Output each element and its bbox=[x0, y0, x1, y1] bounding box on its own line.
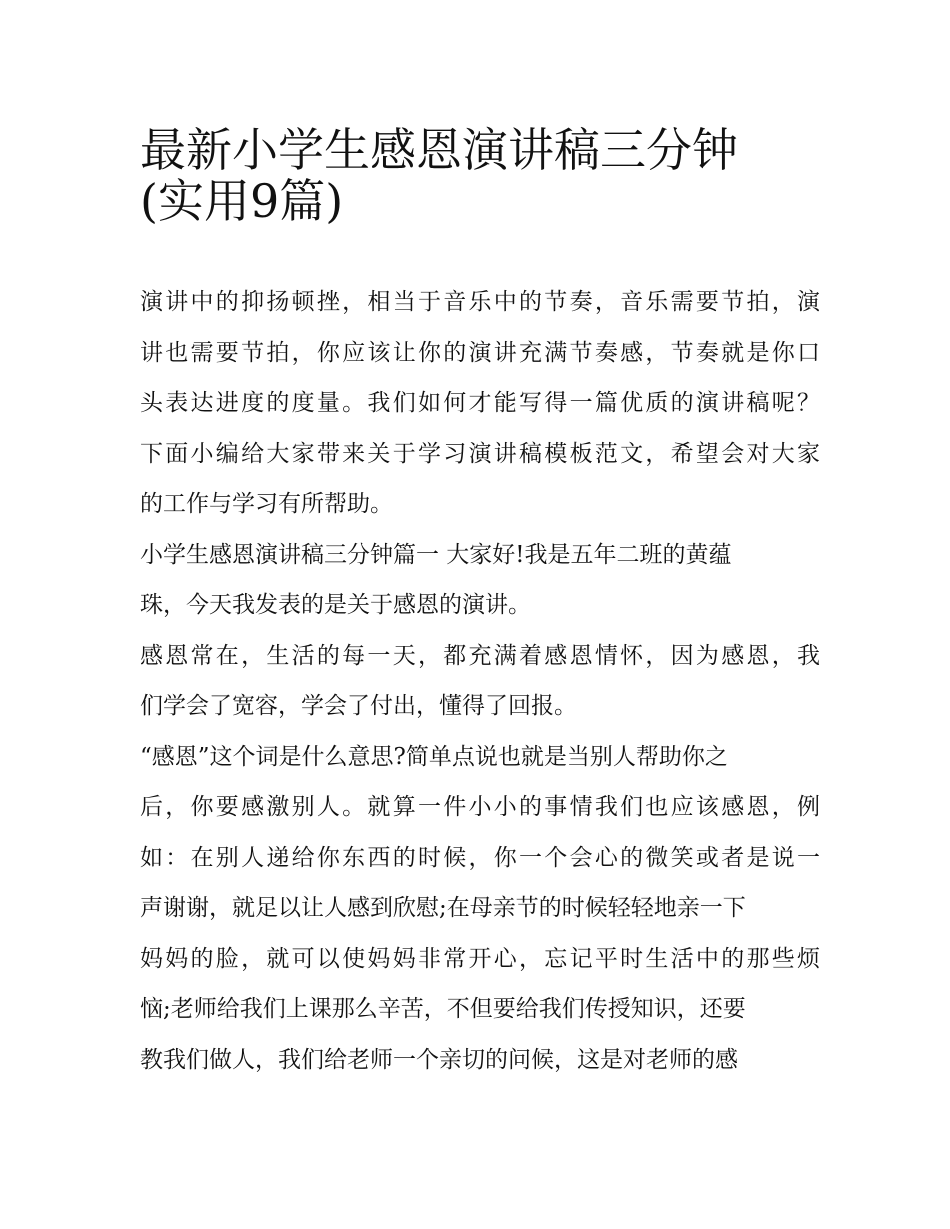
text-line: 讲也需要节拍，你应该让你的演讲充满节奏感，节奏就是你口 bbox=[140, 339, 820, 366]
text-line: 如：在别人递给你东西的时候，你一个会心的微笑或者是说一 bbox=[140, 844, 820, 871]
text-line: 下面小编给大家带来关于学习演讲稿模板范文，希望会对大家 bbox=[140, 440, 820, 467]
text-line: 们学会了宽容，学会了付出，懂得了回报。 bbox=[140, 693, 577, 719]
paragraph-gratitude bbox=[140, 631, 820, 732]
document-title bbox=[140, 112, 820, 228]
text-line: “感恩”这个词是什么意思?简单点说也就是当别人帮助你之 bbox=[140, 743, 728, 770]
text-line: 后，你要感激别人。就算一件小小的事情我们也应该感恩，例 bbox=[140, 794, 820, 820]
text-line: 头表达进度的度量。我们如何才能写得一篇优质的演讲稿呢？ bbox=[140, 390, 820, 416]
text-line: 的工作与学习有所帮助。 bbox=[140, 491, 393, 517]
text-line: 感恩常在，生活的每一天，都充满着感恩情怀，因为感恩，我 bbox=[140, 642, 820, 669]
text-line: 声谢谢，就足以让人感到欣慰;在母亲节的时候轻轻地亲一下 bbox=[140, 895, 746, 921]
document-body bbox=[140, 277, 820, 1085]
text-line: 妈妈的脸，就可以使妈妈非常开心，忘记平时生活中的那些烦 bbox=[140, 945, 820, 972]
paragraph-meaning bbox=[140, 732, 820, 1086]
title-line: 最新小学生感恩演讲稿三分钟 bbox=[140, 123, 738, 177]
text-line: 教我们做人，我们给老师一个亲切的问候，这是对老师的感 bbox=[140, 1046, 738, 1073]
paragraph-intro bbox=[140, 277, 820, 530]
text-line: 演讲中的抑扬顿挫，相当于音乐中的节奏，音乐需要节拍，演 bbox=[140, 289, 820, 315]
text-line: 恼;老师给我们上课那么辛苦，不但要给我们传授知识，还要 bbox=[140, 996, 746, 1022]
paragraph-greeting bbox=[140, 530, 820, 631]
text-line: 小学生感恩演讲稿三分钟篇一 大家好!我是五年二班的黄蕴 bbox=[140, 541, 732, 568]
text-line: 珠，今天我发表的是关于感恩的演讲。 bbox=[140, 592, 531, 618]
title-line: (实用9篇) bbox=[140, 173, 344, 228]
